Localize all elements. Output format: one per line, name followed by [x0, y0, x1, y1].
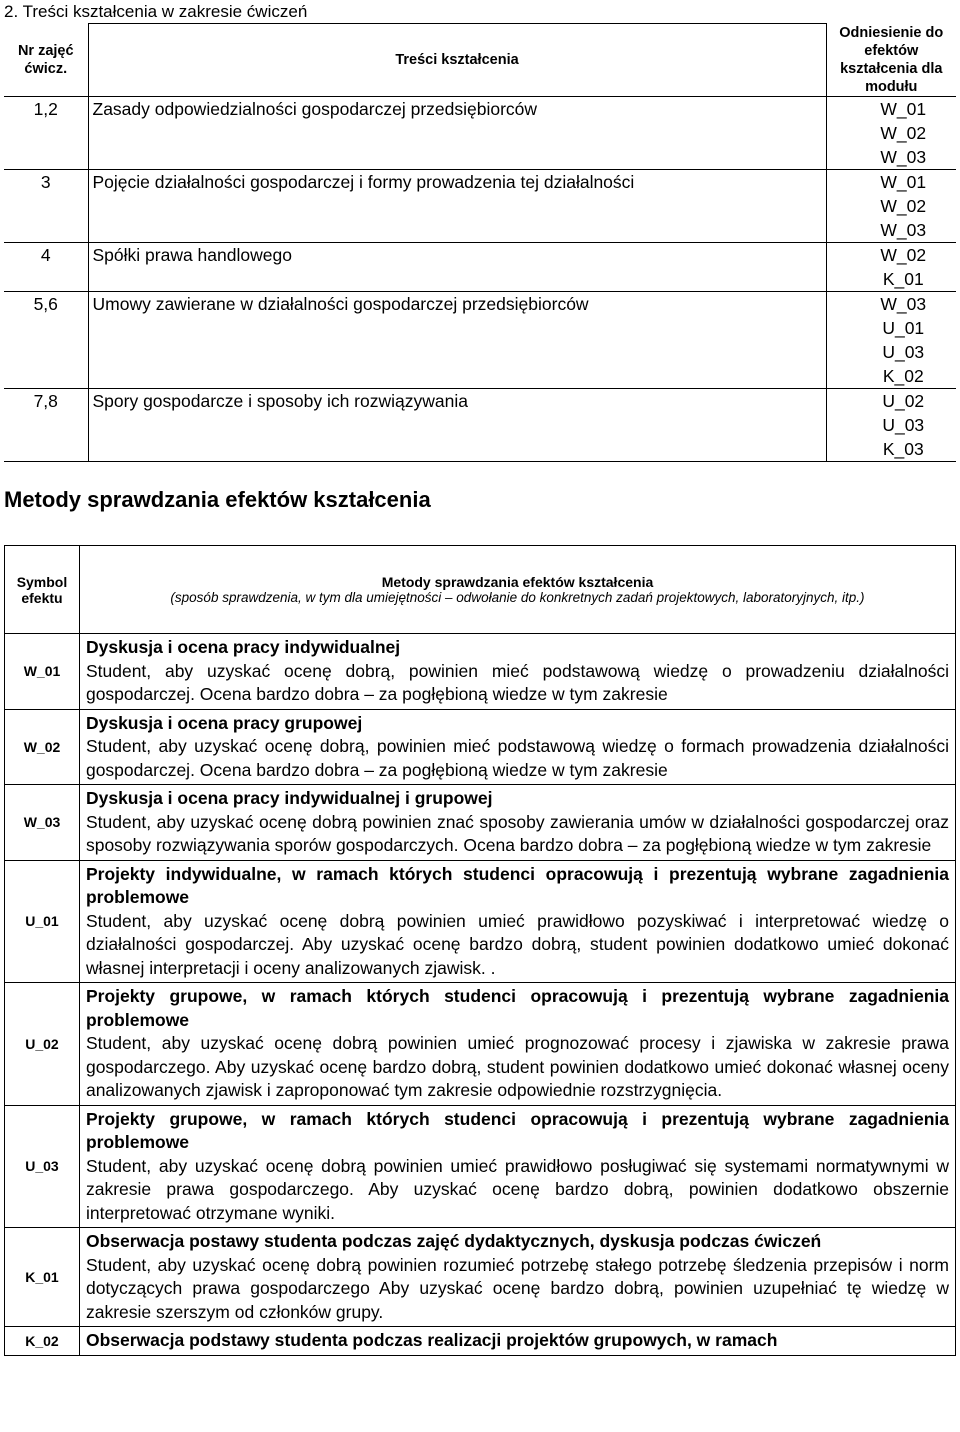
- row-description: [79, 1105, 955, 1228]
- header-metody-subtitle: (sposób sprawdzenia, w tym dla umiejętności – odwołanie do konkretnych zadań projektowych, laboratoryjnych, itp.): [170, 590, 865, 605]
- code: W_01: [880, 172, 927, 192]
- code: W_03: [880, 294, 927, 314]
- row-description: [79, 1327, 955, 1356]
- code: W_02: [880, 196, 927, 216]
- row-text: Student, aby uzyskać ocenę dobrą powinien rozumieć potrzebę stałego potrzebę śledzenia przepisów i norm dotyczących prawa gospodarczego Aby uzyskać ocenę bardzo dobrą, powinien uzupełniać tę wiedzę w zakresie szerszym od członków grupy.: [85, 1254, 949, 1322]
- table-row: [4, 389, 956, 462]
- row-text: Student, aby uzyskać ocenę dobrą powinien umieć prawidłowo pozyskiwać i interpretować wiedzę o działalności gospodarczej. Aby uzyskać ocenę bardzo dobrą, student powinien dodatkowo umieć dokonać własnej interpretacji i oceny analizowanych zjawisk. .: [85, 910, 949, 978]
- row-symbol: K_02: [5, 1327, 80, 1356]
- row-topic: Pojęcie działalności gospodarczej i formy prowadzenia tej działalności: [88, 170, 826, 243]
- header-symbol: Symbol efektu: [5, 546, 80, 634]
- table-row: [5, 983, 956, 1106]
- row-number: 4: [4, 243, 88, 292]
- row-description: [79, 709, 955, 785]
- section-title: 2. Treści kształcenia w zakresie ćwiczeń: [4, 2, 308, 21]
- row-topic: Spory gospodarcze i sposoby ich rozwiązywania: [88, 389, 826, 462]
- row-symbol: U_03: [5, 1105, 80, 1228]
- row-method: Projekty indywidualne, w ramach których studenci opracowują i prezentują wybrane zagadnienia problemowe: [85, 863, 949, 907]
- row-number: 1,2: [4, 97, 88, 170]
- row-text: Student, aby uzyskać ocenę dobrą powinien umieć prognozować procesy i zjawiska w zakresie prawa gospodarczego. Aby uzyskać ocenę bardzo dobrą, student powinien dodatkowo umieć dokonać własnej oceny analizowanych zjawisk i zaproponować tym zakresie odpowiednie rozstrzygnięcia.: [85, 1033, 949, 1100]
- row-description: [79, 983, 955, 1106]
- code: W_02: [880, 245, 927, 265]
- row-method: Obserwacja podstawy studenta podczas realizacji projektów grupowych, w ramach: [85, 1330, 778, 1350]
- table-row: [4, 170, 956, 243]
- code: K_02: [882, 366, 924, 386]
- row-symbol: W_01: [5, 634, 80, 710]
- table-row: [5, 634, 956, 710]
- header-tresci: Treści kształcenia: [88, 24, 826, 97]
- row-number: 3: [4, 170, 88, 243]
- header-metody: [79, 546, 955, 634]
- table-row: [4, 97, 956, 170]
- table-row: [4, 243, 956, 292]
- row-symbol: U_02: [5, 983, 80, 1106]
- row-codes: [826, 389, 956, 462]
- header-odniesienie: Odniesienie do efektów kształcenia dla modułu: [826, 24, 956, 97]
- row-symbol: K_01: [5, 1228, 80, 1327]
- row-symbol: U_01: [5, 860, 80, 983]
- row-method: Projekty grupowe, w ramach których studenci opracowują i prezentują wybrane zagadnienia problemowe: [85, 1108, 949, 1152]
- header-nr: Nr zajęć ćwicz.: [4, 24, 88, 97]
- row-codes: [826, 170, 956, 243]
- code: W_02: [880, 123, 927, 143]
- row-number: 5,6: [4, 292, 88, 389]
- row-text: Student, aby uzyskać ocenę dobrą powinien umieć prawidłowo posługiwać się systemami normatywnymi w zakresie prawa gospodarczego. Aby uzyskać ocenę bardzo dobrą, powinien dodatkowo obszernie interpretować otrzymane wyniki.: [85, 1155, 949, 1223]
- row-topic: Spółki prawa handlowego: [88, 243, 826, 292]
- code: W_03: [880, 147, 927, 167]
- code: U_01: [882, 318, 925, 338]
- row-topic: Zasady odpowiedzialności gospodarczej przedsiębiorców: [88, 97, 826, 170]
- code: K_01: [882, 269, 924, 289]
- row-method: Dyskusja i ocena pracy indywidualnej i grupowej: [85, 788, 493, 808]
- code: W_01: [880, 99, 927, 119]
- row-method: Obserwacja postawy studenta podczas zajęć dydaktycznych, dyskusja podczas ćwiczeń: [85, 1231, 822, 1251]
- row-codes: [826, 97, 956, 170]
- table-row: [5, 1327, 956, 1356]
- row-number: 7,8: [4, 389, 88, 462]
- row-text: Student, aby uzyskać ocenę dobrą, powinien mieć podstawową wiedzę o prowadzeniu działalności gospodarczej. Ocena bardzo dobra – za pogłębioną wiedze w tym zakresie: [85, 660, 949, 704]
- code: K_03: [882, 439, 924, 459]
- code: U_03: [882, 342, 925, 362]
- table-header-row: [5, 546, 956, 634]
- table-header-row: [4, 24, 956, 97]
- row-method: Dyskusja i ocena pracy indywidualnej: [85, 637, 401, 657]
- row-text: Student, aby uzyskać ocenę dobrą powinien znać sposoby zawierania umów w działalności gospodarczej oraz sposoby rozwiązywania sporów gospodarczych. Ocena bardzo dobra – za pogłębioną wiedze w tym zakresie: [85, 811, 949, 855]
- contents-table: [4, 23, 956, 462]
- methods-table: [4, 545, 956, 1356]
- methods-title: Metody sprawdzania efektów kształcenia: [4, 487, 431, 512]
- row-description: [79, 785, 955, 861]
- row-description: [79, 860, 955, 983]
- table-row: [5, 1105, 956, 1228]
- row-symbol: W_03: [5, 785, 80, 861]
- table-row: [5, 709, 956, 785]
- table-row: [5, 860, 956, 983]
- table-row: [5, 785, 956, 861]
- header-metody-title: Metody sprawdzania efektów kształcenia: [381, 574, 654, 590]
- code: U_02: [882, 391, 925, 411]
- row-description: [79, 634, 955, 710]
- row-codes: [826, 292, 956, 389]
- code: W_03: [880, 220, 927, 240]
- row-text: Student, aby uzyskać ocenę dobrą, powinien mieć podstawową wiedzę o formach prowadzenia działalności gospodarczej. Ocena bardzo dobra – za pogłębioną wiedze w tym zakresie: [85, 736, 949, 780]
- table-row: [4, 292, 956, 389]
- row-method: Dyskusja i ocena pracy grupowej: [85, 712, 363, 733]
- row-topic: Umowy zawierane w działalności gospodarczej przedsiębiorców: [88, 292, 826, 389]
- row-description: [79, 1228, 955, 1327]
- table-row: [5, 1228, 956, 1327]
- row-method: Projekty grupowe, w ramach których studenci opracowują i prezentują wybrane zagadnienia problemowe: [85, 986, 949, 1030]
- row-symbol: W_02: [5, 709, 80, 785]
- code: U_03: [882, 415, 925, 435]
- row-codes: [826, 243, 956, 292]
